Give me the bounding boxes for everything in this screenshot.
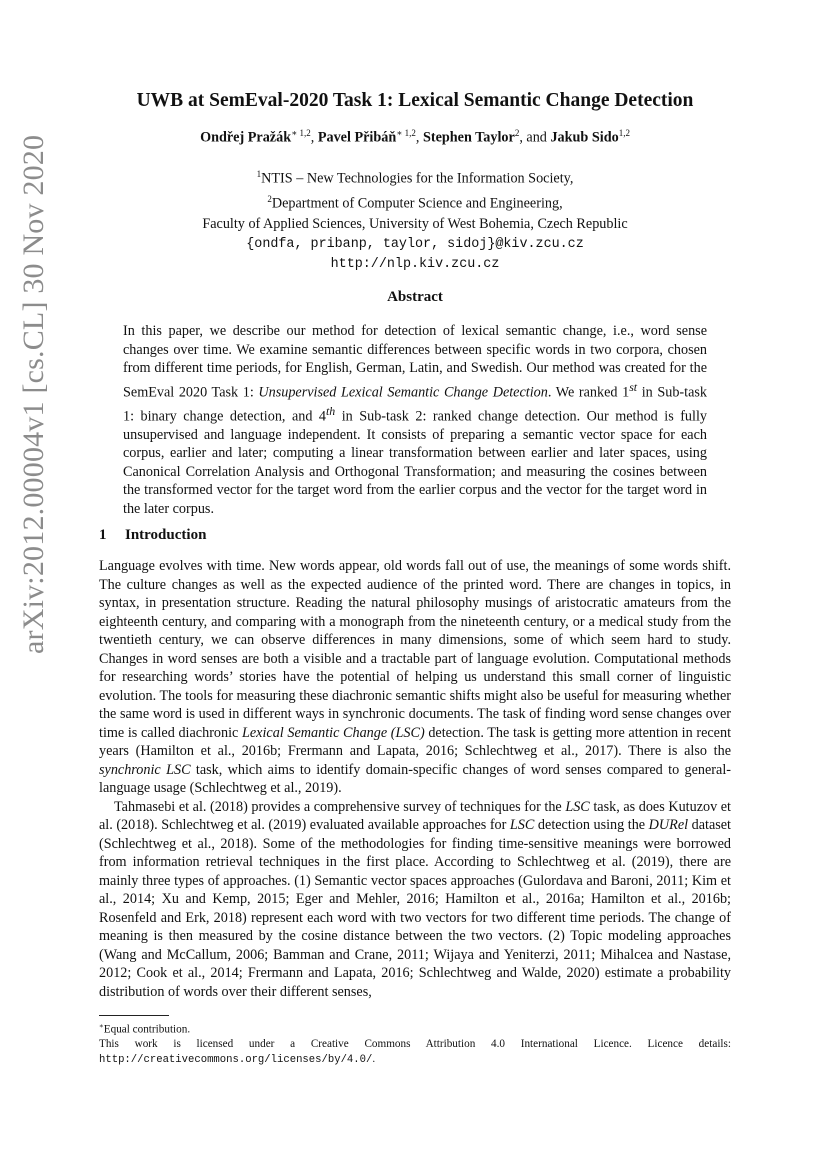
introduction-body [99, 557, 731, 1001]
author-affiliation-mark: ∗ 1,2 [396, 128, 416, 138]
group-url[interactable]: http://nlp.kiv.zcu.cz [330, 257, 500, 273]
affiliation-line: $^2$Department of Computer Science and Engineering, [267, 194, 563, 212]
task-name-emphasis: Unsupervised Lexical Semantic Change Detection [258, 384, 548, 401]
author-name: Jakub Sido [550, 129, 619, 146]
author-affiliation-mark: 2 [514, 128, 520, 138]
paper-title: UWB at SemEval-2020 Task 1: Lexical Semantic Change Detection [136, 90, 694, 111]
abstract-body: In this paper, we describe our method for detection of lexical semantic change, i.e., word sense changes over time. We examine semantic differences between specific words in two corpora, chosen from different time periods, for English, German, Latin, and Swedish. Our method was created for the SemEval 2020 Task 1: Unsupervised Lexical Semantic Change Detection. We ranked 1st in Sub-task 1: binary change detection, and 4th in Sub-task 2: ranked change detection. Our method is fully unsupervised and language independent. It consists of preparing a semantic vector space for each corpus, earlier and later; computing a linear transformation between earlier and later spaces, using Canonical Correlation Analysis and Orthogonal Transformation; and measuring the cosines between the transformed vector for the target word from the earlier corpus and the vector for the target word in the later corpus. [123, 323, 707, 517]
author-emails: {ondfa, pribanp, taylor, sidoj}@kiv.zcu.cz [246, 236, 584, 252]
paragraph: Tahmasebi et al. (2018) provides a comprehensive survey of techniques for the LSC task, as does Kutuzov et al. (2018). Schlechtweg et al. (2019) evaluated available approaches for LSC detection using the DURel dataset (Schlechtweg et al., 2018). Some of the methodologies for finding time-sensitive meanings were borrowed from information retrieval techniques in the first place. According to Schlechtweg et al. (2019), there are mainly three types of approaches. (1) Semantic vector spaces approaches (Gulordava and Baroni, 2011; Kim et al., 2014; Xu and Kemp, 2015; Eger and Mehler, 2016; Hamilton et al., 2016a; Hamilton et al., 2016b; Rosenfeld and Erk, 2018) represent each word with two vectors for two different time periods. The change of meaning is then measured by the cosine distance between the two vectors. (2) Topic modeling approaches (Wang and McCallum, 2006; Bamman and Crane, 2011; Wijaya and Yeniterzi, 2011; Mihalcea and Nastase, 2012; Cook et al., 2014; Frermann and Lapata, 2016; Schlechtweg and Walde, 2020) estimate a probability distribution of words over their different senses, [99, 798, 732, 1000]
author-list: Ondřej Pražák$^{∗ 1,2}$, Pavel Přibáň$^{∗ 1,2}$, Stephen Taylor$^2$, and Jakub Sido$^{1,2}$ [200, 128, 630, 146]
author-affiliation-mark: ∗ 1,2 [291, 128, 311, 138]
footnote-licence: This work is licensed under a Creative Commons Attribution 4.0 International Licence. Licence details: http://creativecommons.org/licenses/by/4.0/. [99, 1038, 731, 1066]
affiliation-line: $^1$NTIS – New Technologies for the Information Society, [256, 169, 574, 187]
abstract-heading: Abstract [387, 289, 443, 305]
section-number: 1 [99, 527, 107, 543]
footnotes [99, 1019, 731, 1067]
section-heading-introduction [99, 527, 206, 544]
author-name: Ondřej Pražák [200, 129, 292, 146]
author-name: Stephen Taylor [422, 129, 515, 146]
section-title: Introduction [125, 527, 207, 543]
affiliations [100, 164, 730, 276]
author-affiliation-mark: 1,2 [618, 128, 630, 138]
author-name: Pavel Přibáň [317, 129, 397, 146]
footnote-divider [99, 1015, 169, 1016]
footnote-equal-contribution: ∗Equal contribution. [99, 1022, 191, 1036]
arxiv-identifier-stamp: arXiv:2012.00004v1 [cs.CL] 30 Nov 2020 [17, 134, 50, 654]
author-conjunction: , and [519, 129, 551, 146]
paragraph: Language evolves with time. New words appear, old words fall out of use, the meanings of some words shift. The culture changes as well as the expected audience of the printed word. There are changes in topics, in syntax, in presentation structure. Reading the natural philosophy musings of aristocratic amateurs from the eighteenth century, and comparing with a monograph from the nineteenth century, or a medical study from the twentieth century, we can observe differences in many dimensions, some of which seem hard to study. Changes in word senses are both a visible and a tractable part of language evolution. Computational methods for researching words’ stories have the potential of helping us understand this small corner of linguistic evolution. The tools for measuring these diachronic semantic shifts might also be useful for measuring whether the same word is used in different ways in synchronic documents. The task of finding word sense changes over time is called diachronic Lexical Semantic Change (LSC) detection. The task is getting more attention in recent years (Hamilton et al., 2016b; Frermann and Lapata, 2016; Schlechtweg et al., 2017). There is also the synchronic LSC task, which aims to identify domain-specific changes of word senses compared to general-language usage (Schlechtweg et al., 2019). [99, 558, 732, 796]
licence-url[interactable]: http://creativecommons.org/licenses/by/4.0/ [99, 1053, 373, 1066]
affiliation-line: Faculty of Applied Sciences, University of West Bohemia, Czech Republic [202, 216, 628, 233]
